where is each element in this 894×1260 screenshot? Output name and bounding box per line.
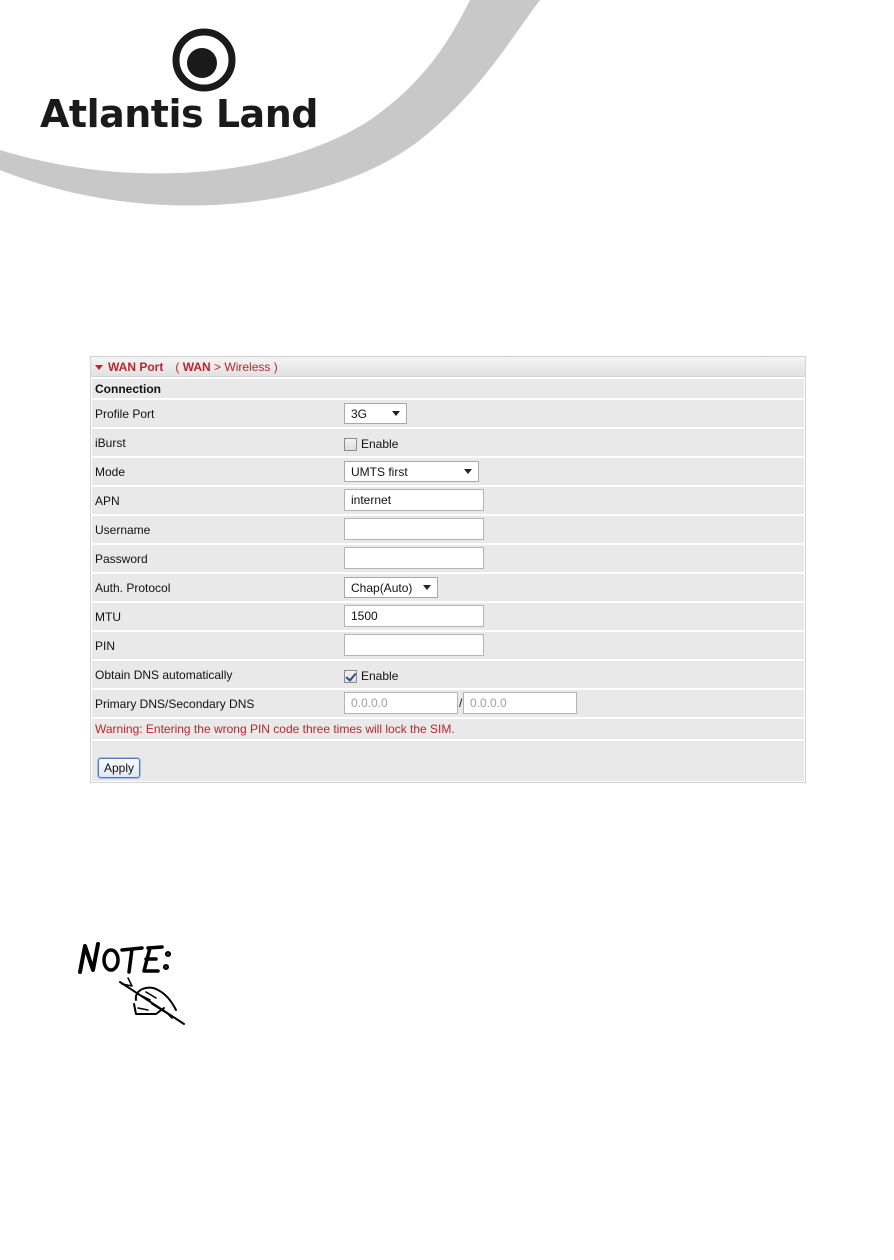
auth-protocol-select[interactable]: Chap(Auto) xyxy=(344,577,438,598)
row-password xyxy=(92,545,804,572)
row-dns xyxy=(92,690,804,717)
mtu-input[interactable]: 1500 xyxy=(344,605,484,627)
checkbox-icon[interactable] xyxy=(344,438,357,451)
chevron-down-icon xyxy=(392,411,400,416)
chevron-down-icon xyxy=(464,469,472,474)
row-username xyxy=(92,516,804,543)
checkbox-checked-icon[interactable] xyxy=(344,670,357,683)
username-label: Username xyxy=(95,523,151,537)
apn-input[interactable]: internet xyxy=(344,489,484,511)
password-label: Password xyxy=(95,552,148,566)
breadcrumb: ( WAN > Wireless ) xyxy=(175,359,278,374)
collapse-triangle-icon[interactable] xyxy=(95,365,103,370)
row-profile-port xyxy=(92,400,804,427)
row-warning xyxy=(92,719,804,739)
apn-label: APN xyxy=(95,494,120,508)
pin-warning-text: Warning: Entering the wrong PIN code three times will lock the SIM. xyxy=(95,722,455,736)
row-pin xyxy=(92,632,804,659)
section-connection: Connection xyxy=(92,379,804,398)
dns-label: Primary DNS/Secondary DNS xyxy=(95,697,255,711)
pin-input[interactable] xyxy=(344,634,484,656)
row-auth-protocol xyxy=(92,574,804,601)
iburst-label: iBurst xyxy=(95,436,126,450)
mode-label: Mode xyxy=(95,465,126,479)
panel-header[interactable] xyxy=(91,357,805,377)
atlantis-land-logo xyxy=(40,28,318,138)
wan-port-panel xyxy=(90,356,806,783)
apply-button[interactable]: Apply xyxy=(98,758,140,778)
row-mode xyxy=(92,458,804,485)
iburst-enable-checkbox[interactable]: Enable xyxy=(344,437,398,451)
logo-text: Atlantis Land xyxy=(40,92,318,136)
password-input[interactable] xyxy=(344,547,484,569)
mode-select[interactable]: UMTS first xyxy=(344,461,479,482)
obtain-dns-enable-checkbox[interactable]: Enable xyxy=(344,669,398,683)
obtain-dns-label: Obtain DNS automatically xyxy=(95,668,233,682)
row-apn xyxy=(92,487,804,514)
username-input[interactable] xyxy=(344,518,484,540)
row-apply xyxy=(92,741,804,781)
secondary-dns-input[interactable]: 0.0.0.0 xyxy=(463,692,577,714)
row-obtain-dns xyxy=(92,661,804,688)
primary-dns-input[interactable]: 0.0.0.0 xyxy=(344,692,458,714)
logo-mark-icon xyxy=(172,28,236,92)
profile-port-label: Profile Port xyxy=(95,407,155,421)
note-pencil-hand-icon xyxy=(76,938,206,1030)
mtu-label: MTU xyxy=(95,610,121,624)
row-mtu xyxy=(92,603,804,630)
pin-label: PIN xyxy=(95,639,116,653)
profile-port-select[interactable]: 3G xyxy=(344,403,407,424)
panel-title: WAN Port xyxy=(108,359,164,374)
dns-separator: / xyxy=(459,696,463,710)
chevron-down-icon xyxy=(423,585,431,590)
auth-protocol-label: Auth. Protocol xyxy=(95,581,171,595)
row-iburst xyxy=(92,429,804,456)
